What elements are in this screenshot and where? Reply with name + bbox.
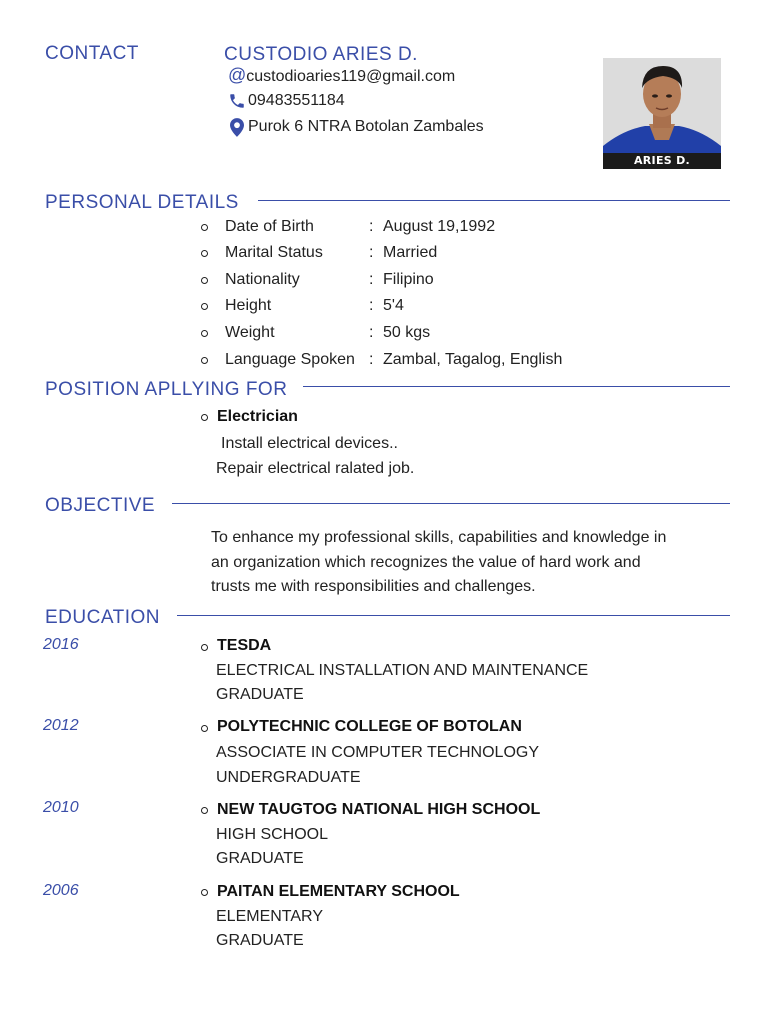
education-course: ELECTRICAL INSTALLATION AND MAINTENANCE [216,662,589,679]
detail-label: Marital Status [225,244,323,261]
detail-colon: : [369,218,374,235]
detail-label: Weight [225,324,275,341]
detail-value: 5'4 [383,297,404,314]
bullet [201,303,208,310]
bullet [201,277,208,284]
bullet [201,644,208,651]
education-status: GRADUATE [216,850,304,867]
detail-value: Married [383,244,438,261]
detail-colon: : [369,271,374,288]
bullet [201,807,208,814]
phone-text[interactable]: 09483551184 [248,92,345,109]
at-sign-icon: @ [228,65,247,85]
education-status: UNDERGRADUATE [216,769,361,786]
position-duty: Install electrical devices.. [221,435,398,452]
objective-rule [172,503,730,504]
education-course: ELEMENTARY [216,908,323,925]
detail-value: Zambal, Tagalog, English [383,351,563,368]
detail-value: August 19,1992 [383,218,496,235]
objective-line: To enhance my professional skills, capabilities and knowledge in [211,529,667,546]
education-year: 2006 [43,882,79,899]
personal-details-rule [258,200,730,201]
detail-label: Language Spoken [225,351,355,368]
detail-label: Nationality [225,271,300,288]
education-school: NEW TAUGTOG NATIONAL HIGH SCHOOL [217,801,541,818]
education-year: 2010 [43,799,79,816]
email-line [228,65,455,87]
email-text[interactable]: custodioaries119@gmail.com [246,68,456,85]
map-pin-icon [230,118,244,137]
detail-colon: : [369,351,374,368]
education-course: ASSOCIATE IN COMPUTER TECHNOLOGY [216,744,540,761]
bullet [201,250,208,257]
objective-line: trusts me with responsibilities and challenges. [211,578,536,595]
objective-line: an organization which recognizes the value of hard work and [211,554,641,571]
education-year: 2012 [43,717,79,734]
education-course: HIGH SCHOOL [216,826,329,843]
detail-value: Filipino [383,271,434,288]
photo-caption: ARIES D. CUSTODIO [603,153,721,169]
detail-label: Date of Birth [225,218,314,235]
education-heading: EDUCATION [45,607,160,628]
bullet [201,357,208,364]
bullet [201,725,208,732]
education-status: GRADUATE [216,932,304,949]
position-rule [303,386,730,387]
phone-line [228,91,345,111]
applicant-photo [603,58,721,183]
detail-value: 50 kgs [383,324,431,341]
contact-heading: CONTACT [45,43,139,64]
address-text: Purok 6 NTRA Botolan Zambales [248,118,484,135]
education-status: GRADUATE [216,686,304,703]
detail-label: Height [225,297,272,314]
applicant-name: CUSTODIO ARIES D. [224,44,418,65]
address-line [230,117,484,137]
bullet [201,330,208,337]
position-duty: Repair electrical ralated job. [216,460,415,477]
education-year: 2016 [43,636,79,653]
detail-colon: : [369,324,374,341]
phone-icon [228,92,246,110]
bullet [201,889,208,896]
personal-details-heading: PERSONAL DETAILS [45,192,239,213]
education-school: PAITAN ELEMENTARY SCHOOL [217,883,460,900]
objective-heading: OBJECTIVE [45,495,156,516]
education-rule [177,615,730,616]
position-title: Electrician [217,408,298,425]
detail-colon: : [369,244,374,261]
position-heading: POSITION APLLYING FOR [45,379,288,400]
bullet [201,224,208,231]
bullet [201,414,208,421]
detail-colon: : [369,297,374,314]
education-school: POLYTECHNIC COLLEGE OF BOTOLAN [217,718,522,735]
education-school: TESDA [217,637,272,654]
